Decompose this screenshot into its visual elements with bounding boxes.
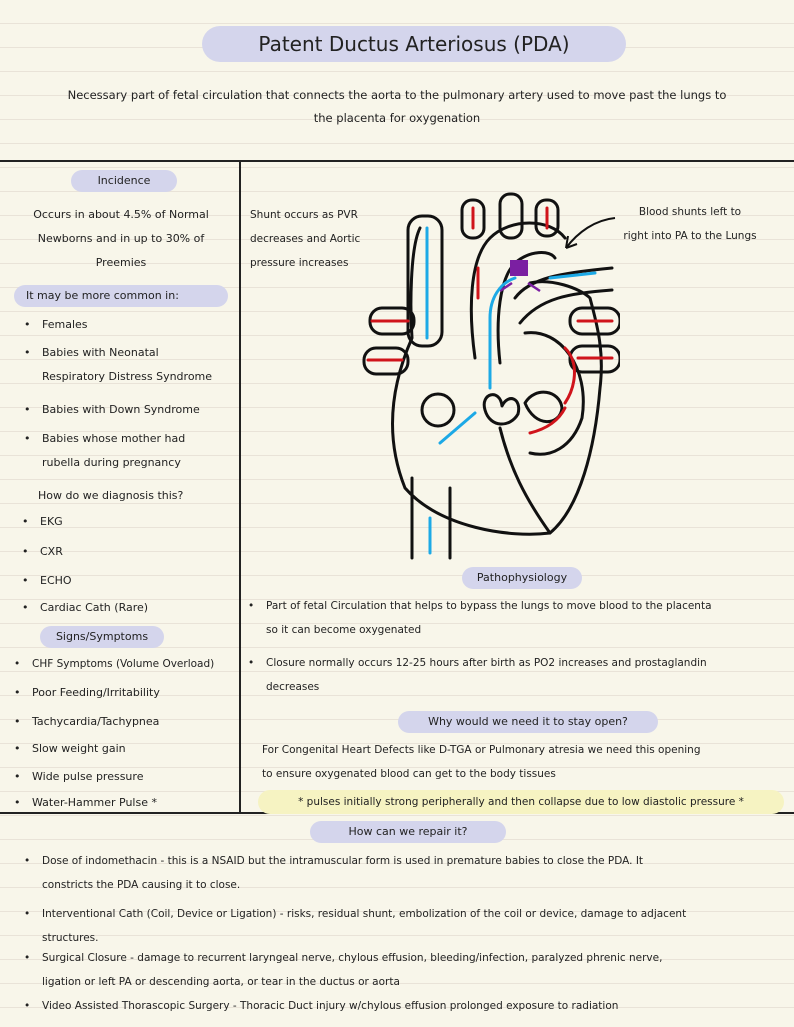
blue-arrow-ra <box>440 413 475 443</box>
pointer-arrow <box>560 210 620 254</box>
incidence-line: Newborns and in up to 30% of <box>37 232 205 245</box>
list-item: • EKG <box>40 510 63 534</box>
list-item-text: structures. <box>42 932 99 944</box>
list-item: • Cardiac Cath (Rare) <box>40 596 148 620</box>
repair-heading: How can we repair it? <box>310 821 506 843</box>
septum <box>500 428 550 533</box>
list-item <box>42 341 238 389</box>
open-heading: Why would we need it to stay open? <box>398 711 658 733</box>
shunt-note-line: pressure increases <box>250 257 349 269</box>
list-item <box>42 313 238 337</box>
shunt-note-line: decreases and Aortic <box>250 233 361 245</box>
pulse-highlight: * pulses initially strong peripherally and then collapse due to low diastolic pressure * <box>258 790 784 814</box>
diagnosis-heading: How do we diagnosis this? <box>38 489 184 502</box>
list-item-text: • Part of fetal Circulation that helps to bypass the lungs to move blood to the placenta <box>266 600 712 612</box>
valve-right <box>525 392 562 421</box>
intro-text <box>30 84 764 130</box>
list-item: • Tachycardia/Tachypnea <box>32 710 159 734</box>
list-item: • CHF Symptoms (Volume Overload) <box>32 652 238 676</box>
aorta-branch-2 <box>500 194 522 238</box>
list-item: • Water-Hammer Pulse * <box>32 791 157 815</box>
blood-note-line: Blood shunts left to <box>638 206 742 218</box>
more-common-heading: It may be more common in: <box>14 285 228 307</box>
open-line: to ensure oxygenated blood can get to the body tissues <box>262 768 556 780</box>
list-item-text: decreases <box>266 681 320 693</box>
valve-mid <box>484 395 519 424</box>
open-line: For Congenital Heart Defects like D-TGA or Pulmonary atresia we need this opening <box>262 744 701 756</box>
list-item-text: so it can become oxygenated <box>266 624 422 636</box>
list-item: • Wide pulse pressure <box>32 765 143 789</box>
blood-note <box>592 200 788 248</box>
list-item: • ECHO <box>40 569 72 593</box>
list-item-text: rubella during pregnancy <box>42 456 181 469</box>
intro-line-2: the placenta for oxygenation <box>313 111 481 125</box>
list-item-text: Respiratory Distress Syndrome <box>42 370 213 383</box>
intro-line-1: Necessary part of fetal circulation that connects the aorta to the pulmonary artery used to move past the lungs to <box>67 88 727 102</box>
list-item-text: • Video Assisted Thorascopic Surgery - Thoracic Duct injury w/chylous effusion prolonged exposure to radiation <box>42 1000 619 1012</box>
list-item <box>42 849 784 897</box>
pda-marker <box>510 260 528 276</box>
shunt-note-line: Shunt occurs as PVR <box>250 209 358 221</box>
open-text <box>262 738 788 786</box>
list-item <box>266 594 786 642</box>
list-item <box>42 427 238 475</box>
signs-heading: Signs/Symptoms <box>40 626 164 648</box>
list-item-text: • Interventional Cath (Coil, Device or Ligation) - risks, residual shunt, embolization of the coil or device, damage to adjacent <box>42 908 687 920</box>
list-item <box>266 651 786 699</box>
list-item-text: • Babies with Down Syndrome <box>42 403 200 416</box>
list-item-text: constricts the PDA causing it to close. <box>42 879 241 891</box>
column-divider <box>239 160 241 812</box>
list-item <box>42 994 784 1018</box>
list-item-text: • Females <box>42 318 88 331</box>
top-divider <box>0 160 794 162</box>
blood-note-line: right into PA to the Lungs <box>623 230 757 242</box>
valve-left <box>422 394 454 426</box>
incidence-heading: Incidence <box>71 170 177 192</box>
incidence-text <box>8 203 234 275</box>
list-item: • Slow weight gain <box>32 737 126 761</box>
incidence-line: Preemies <box>95 256 147 269</box>
list-item-text: • Dose of indomethacin - this is a NSAID but the intramuscular form is used in premature babies to close the PDA. It <box>42 855 644 867</box>
list-item: • Poor Feeding/Irritability <box>32 681 160 705</box>
list-item <box>42 902 784 950</box>
pathophysiology-heading: Pathophysiology <box>462 567 582 589</box>
list-item-text: • Babies with Neonatal <box>42 346 159 359</box>
list-item-text: • Babies whose mother had <box>42 432 186 445</box>
list-item-text: ligation or left PA or descending aorta, or tear in the ductus or aorta <box>42 976 400 988</box>
list-item-text: • Closure normally occurs 12-25 hours after birth as PO2 increases and prostaglandin <box>266 657 707 669</box>
list-item <box>42 946 784 994</box>
list-item: • CXR <box>40 540 63 564</box>
incidence-line: Occurs in about 4.5% of Normal <box>33 208 209 221</box>
list-item <box>42 398 238 422</box>
page-title: Patent Ductus Arteriosus (PDA) <box>202 26 626 62</box>
red-arrow-lv <box>565 348 574 403</box>
list-item-text: • Surgical Closure - damage to recurrent laryngeal nerve, chylous effusion, bleeding/infection, paralyzed phrenic nerve, <box>42 952 663 964</box>
